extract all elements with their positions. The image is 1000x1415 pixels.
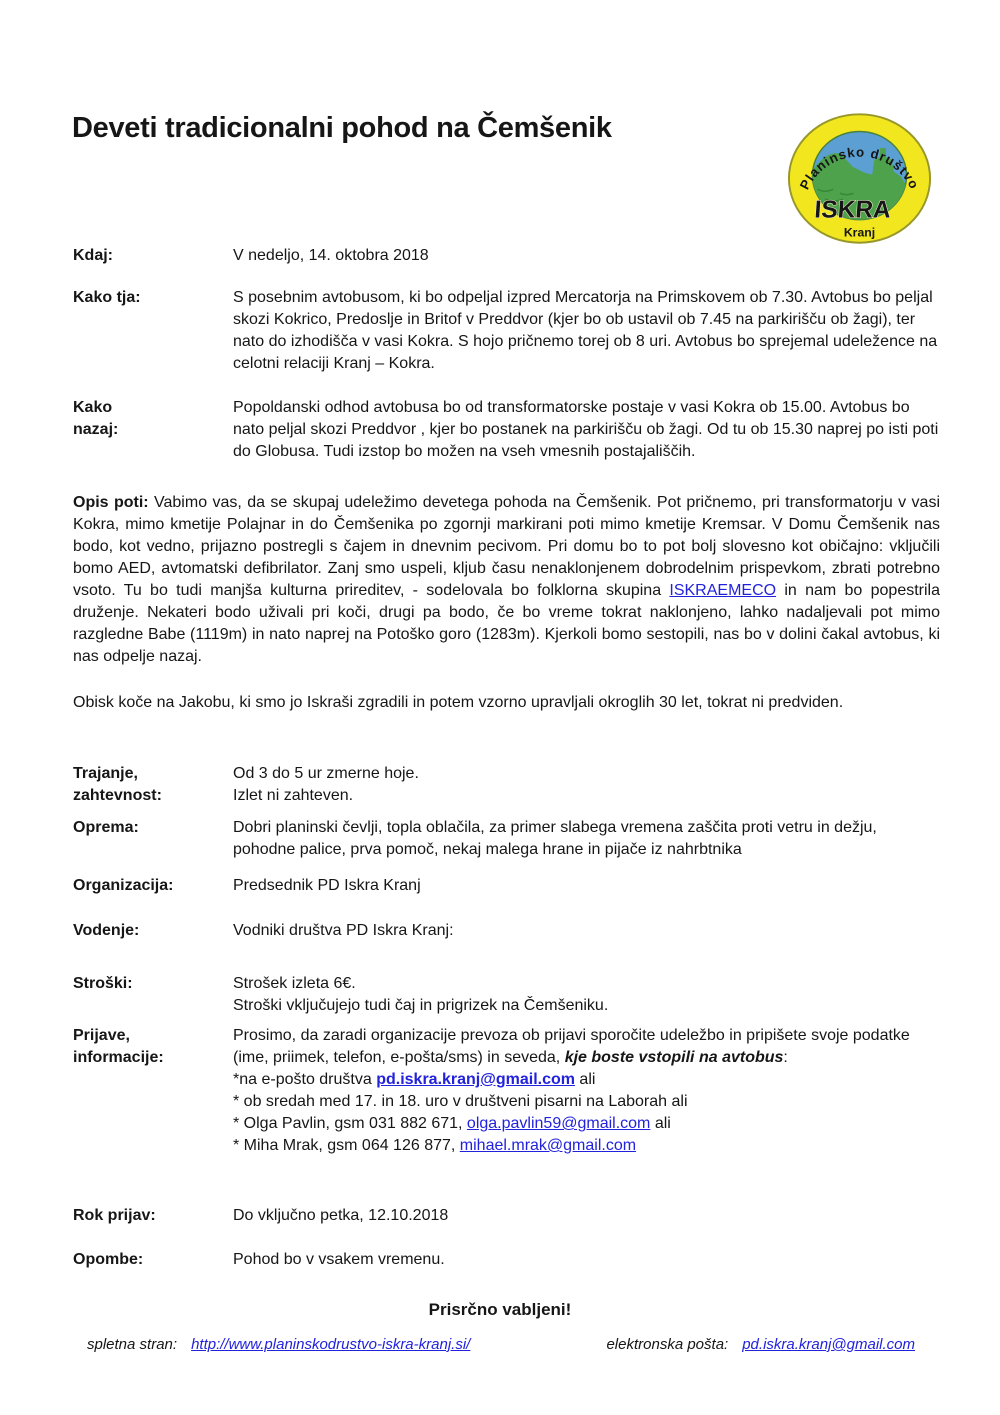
opis-text-after-link: in nam bo popestrila druženje. Nekateri bodo uživali pri koči, drugi pa bodo, če bo vreme tokrat naklonjeno, lahko nadaljevali pot mimo razgledne Babe (1119m) in nato naprej na Potoško goro (1283m). Kjerkoli bomo sestopili, nas bo v dolini čakal avtobus, ki nas odpelje nazaj. xyxy=(73,582,940,665)
line-text: *na e-pošto društva xyxy=(233,1071,377,1088)
miha-email-link[interactable]: mihael.mrak@gmail.com xyxy=(459,1137,637,1154)
email-label: elektronska pošta: xyxy=(606,1336,729,1353)
mountain-club-logo-icon xyxy=(786,112,933,247)
section-label: Organizacija: xyxy=(73,877,174,894)
section-rok-prijav xyxy=(73,1205,940,1227)
prijave-intro xyxy=(233,1025,940,1069)
club-logo xyxy=(786,112,933,247)
website-link[interactable]: http://www.planinskodrustvo-iskra-kranj.si/ xyxy=(191,1336,471,1353)
section-label: Kdaj: xyxy=(73,247,113,264)
value-line-1: Od 3 do 5 ur zmerne hoje. xyxy=(233,765,419,782)
logo-city-text: Kranj xyxy=(843,225,876,240)
section-label: Oprema: xyxy=(73,819,139,836)
line-text: * Miha Mrak, gsm 064 126 877, xyxy=(233,1137,460,1154)
section-stroski xyxy=(73,973,940,1017)
intro-bold-text: kje boste vstopili na avtobus xyxy=(564,1049,784,1066)
prijave-line-office: * ob sredah med 17. in 18. uro v društveni pisarni na Laborah ali xyxy=(233,1093,688,1110)
section-label: Vodenje: xyxy=(73,922,140,939)
label-line-2: nazaj: xyxy=(73,421,119,438)
label-line-1: Trajanje, xyxy=(73,765,138,782)
section-kako-tja xyxy=(73,287,940,375)
value-line-2: Stroški vključujejo tudi čaj in prigrizek na Čemšeniku. xyxy=(233,997,609,1014)
section-oprema xyxy=(73,817,940,861)
section-label: Opis poti: xyxy=(73,494,149,511)
section-value xyxy=(233,763,940,807)
closing-invitation: Prisrčno vabljeni! xyxy=(428,1300,572,1319)
line-text: * Olga Pavlin, gsm 031 882 671, xyxy=(233,1115,467,1132)
section-value: Do vključno petka, 12.10.2018 xyxy=(233,1207,449,1224)
label-line-2: informacije: xyxy=(73,1049,164,1066)
label-line-1: Prijave, xyxy=(73,1027,130,1044)
section-value xyxy=(233,973,940,1017)
section-kako-nazaj xyxy=(73,397,940,463)
club-email-link[interactable]: pd.iskra.kranj@gmail.com xyxy=(376,1071,575,1088)
section-label: Stroški: xyxy=(73,975,133,992)
iskraemeco-link[interactable]: ISKRAEMECO xyxy=(669,582,777,599)
section-label xyxy=(73,1025,233,1157)
section-prijave xyxy=(73,1025,940,1157)
section-value: Pohod bo v vsakem vremenu. xyxy=(233,1251,445,1268)
section-organizacija xyxy=(73,875,940,897)
opis-text-before-link: Vabimo vas, da se skupaj udeležimo devetega pohoda na Čemšenik. Pot pričnemo, pri transformatorju v vasi Kokra, mimo kmetije Polajnar in do Čemšenika po zgornji markirani poti mimo kmetije Kremsar. V Domu Čemšenik nas bodo, kot vedno, prijazno postregli s čajem in dnevnim pecivom. Pri domu bo to pot bolj slovesno kot običajno: vključili bomo AED, avtomatski defibrilator. Zanj smo uspeli, kljub času nenaklonjenem dobrodelnim prispevkom, zbrati potrebno vsoto. Tu bo tudi manjša kulturna prireditev, - sodelovala bo folklorna skupina xyxy=(73,494,941,599)
line-text-after: ali xyxy=(650,1115,671,1132)
value-line-2: Izlet ni zahteven. xyxy=(233,787,354,804)
label-line-2: zahtevnost: xyxy=(73,787,162,804)
value-line-1: Strošek izleta 6€. xyxy=(233,975,356,992)
section-vodenje xyxy=(73,920,940,942)
prijave-line-email xyxy=(233,1069,940,1091)
section-kdaj xyxy=(73,245,940,267)
footer-email-link[interactable]: pd.iskra.kranj@gmail.com xyxy=(742,1336,915,1353)
section-opis-poti xyxy=(73,492,940,668)
section-value: Vodniki društva PD Iskra Kranj: xyxy=(233,922,454,939)
paragraph-obisk-koce: Obisk koče na Jakobu, ki smo jo Iskraši zgradili in potem vzorno upravljali okroglih 30 let, tokrat ni predviden. xyxy=(73,694,844,711)
email-group xyxy=(606,1336,915,1353)
section-value xyxy=(233,1025,940,1157)
page-title: Deveti tradicionalni pohod na Čemšenik xyxy=(72,112,612,144)
intro-colon: : xyxy=(783,1049,788,1066)
section-value: Popoldanski odhod avtobusa bo od transformatorske postaje v vasi Kokra ob 15.00. Avtobus bo nato peljal skozi Preddvor , kjer bo postanek na parkirišču ob žagi. Od tu ob 15.30 naprej po isti poti do Globusa. Tudi izstop bo možen na vseh vmesnih postajališčih. xyxy=(233,399,939,460)
website-group xyxy=(87,1336,470,1353)
section-value: Predsednik PD Iskra Kranj xyxy=(233,877,421,894)
prijave-line-olga xyxy=(233,1113,940,1135)
section-label xyxy=(73,763,233,807)
logo-top-text: Planinsko društvo xyxy=(796,144,923,192)
section-label: Kako tja: xyxy=(73,289,141,306)
prijave-line-miha xyxy=(233,1135,940,1157)
section-opombe xyxy=(73,1249,940,1271)
section-trajanje xyxy=(73,763,940,807)
olga-email-link[interactable]: olga.pavlin59@gmail.com xyxy=(466,1115,651,1132)
intro-text: Prosimo, da zaradi organizacije prevoza ob prijavi sporočite udeležbo in pripišete svoje podatke (ime, priimek, telefon, e-pošta/sms) in seveda, xyxy=(233,1027,910,1066)
section-label: Opombe: xyxy=(73,1251,144,1268)
label-line-1: Kako xyxy=(73,399,113,416)
logo-name-text: ISKRA xyxy=(813,196,892,224)
section-label xyxy=(73,397,233,463)
section-label: Rok prijav: xyxy=(73,1207,156,1224)
section-value: S posebnim avtobusom, ki bo odpeljal izpred Mercatorja na Primskovem ob 7.30. Avtobus bo peljal skozi Kokrico, Predoslje in Britof v Preddvor (kjer bo ob ustavil ob 7.45 na parkirišču ob žagi), ter nato do izhodišča v vasi Kokra. S hojo pričnemo torej ob 8 uri. Avtobus bo sprejemal udeležence na celotni relaciji Kranj – Kokra. xyxy=(233,289,938,372)
footer-links xyxy=(0,1336,1000,1353)
line-text-after: ali xyxy=(574,1071,596,1088)
section-value: Dobri planinski čevlji, topla oblačila, za primer slabega vremena zaščita proti vetru in dežju, pohodne palice, prva pomoč, nekaj malega hrane in pijače iz nahrbtnika xyxy=(233,819,877,858)
website-label: spletna stran: xyxy=(87,1336,178,1353)
section-value: V nedeljo, 14. oktobra 2018 xyxy=(233,247,429,264)
